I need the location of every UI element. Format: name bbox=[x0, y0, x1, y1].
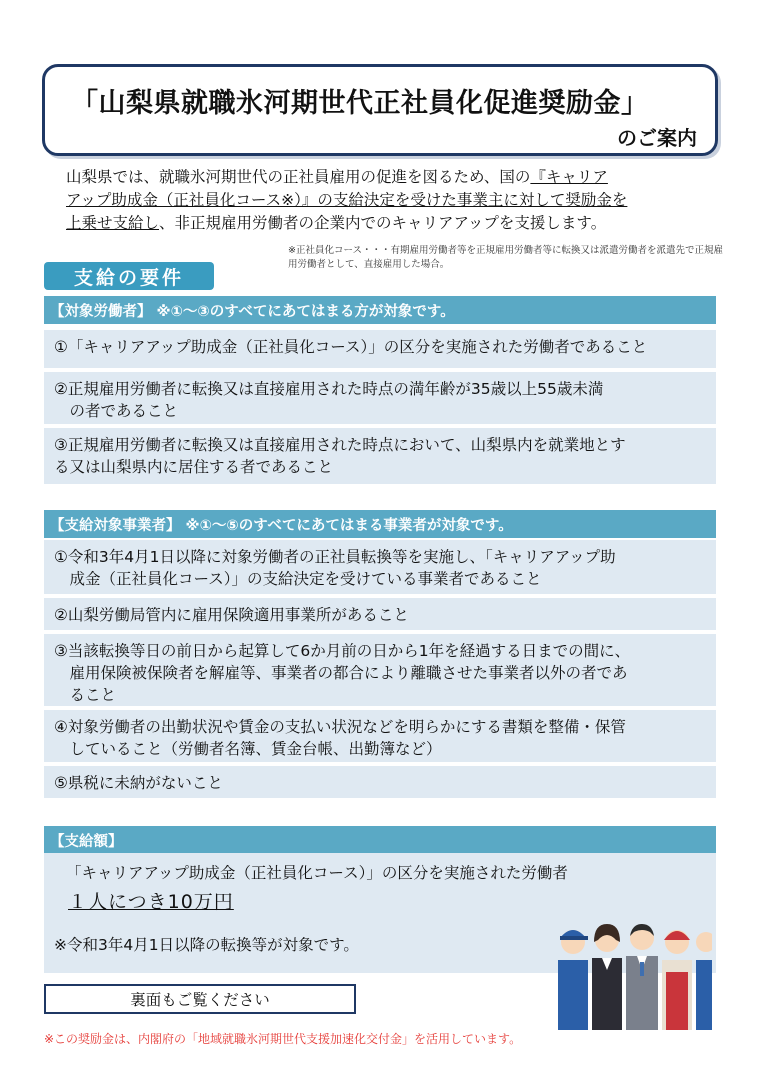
page-title: 「山梨県就職氷河期世代正社員化促進奨励金」 bbox=[71, 88, 649, 119]
bottom-note: ※この奨励金は、内閣府の「地域就職氷河期世代支援加速化交付金」を活用しています。 bbox=[44, 1032, 522, 1046]
worker-item-2: ②正規雇用労働者に転換又は直接雇用された時点の満年齢が35歳以上55歳未満 の者であること bbox=[44, 372, 716, 424]
employer-item-2: ②山梨労働局管内に雇用保険適用事業所があること bbox=[44, 598, 716, 630]
intro-line2: アップ助成金（正社員化コース※）』の支給決定を受けた事業主に対して奨励金を bbox=[66, 191, 628, 209]
employer-item-5: ⑤県税に未納がないこと bbox=[44, 766, 716, 798]
worker-figure-2 bbox=[592, 924, 622, 1030]
amount-line1: 「キャリアアップ助成金（正社員化コース）」の区分を実施された労働者 bbox=[66, 864, 568, 882]
requirements-tab: 支給の要件 bbox=[44, 262, 214, 290]
employers-section-header: 【支給対象事業者】 ※①～⑤のすべてにあてはまる事業者が対象です。 bbox=[44, 510, 716, 538]
intro-line1a: 山梨県では、就職氷河期世代の正社員雇用の促進を図るため、国の bbox=[66, 168, 531, 186]
workers-section-header: 【対象労働者】 ※①～③のすべてにあてはまる方が対象です。 bbox=[44, 296, 716, 324]
workers-group-icon bbox=[552, 910, 712, 1030]
worker-figure-5 bbox=[696, 932, 712, 1030]
amount-note: ※令和3年4月1日以降の転換等が対象です。 bbox=[54, 936, 359, 954]
page-subtitle: のご案内 bbox=[617, 126, 697, 150]
employer-item-4: ④対象労働者の出勤状況や賃金の支払い状況などを明らかにする書類を整備・保管 していること（労働者名簿、賃金台帳、出勤簿など） bbox=[44, 710, 716, 762]
amount-section-header: 【支給額】 bbox=[44, 826, 716, 854]
see-back-side-button[interactable]: 裏面もご覧ください bbox=[44, 984, 356, 1014]
intro-line3b: 、非正規雇用労働者の企業内でのキャリアアップを支援します。 bbox=[159, 214, 607, 232]
intro-line1b: 『キャリア bbox=[530, 168, 608, 186]
worker-figure-4 bbox=[662, 930, 692, 1030]
intro-text bbox=[66, 166, 706, 235]
amount-value: １人につき10万円 bbox=[68, 891, 234, 913]
employer-item-1: ①令和3年4月1日以降に対象労働者の正社員転換等を実施し、「キャリアアップ助 成金（正社員化コース）」の支給決定を受けている事業者であること bbox=[44, 540, 716, 594]
title-box bbox=[42, 64, 718, 156]
employer-item-3: ③当該転換等日の前日から起算して6か月前の日から1年を経過する日までの間に、 雇用保険被保険者を解雇等、事業者の都合により離職させた事業者以外の者であ ること bbox=[44, 634, 716, 706]
intro-line3a: 上乗せ支給し bbox=[66, 214, 160, 232]
worker-figure-1 bbox=[558, 930, 588, 1030]
worker-item-1: ①「キャリアアップ助成金（正社員化コース）」の区分を実施された労働者であること bbox=[44, 330, 716, 368]
worker-item-3: ③正規雇用労働者に転換又は直接雇用された時点において、山梨県内を就業地とす る又は山梨県内に居住する者であること bbox=[44, 428, 716, 484]
worker-figure-3 bbox=[626, 924, 658, 1030]
footnote: ※正社員化コース・・・有期雇用労働者等を正規雇用労働者等に転換又は派遣労働者を派遣先で正規雇用労働者として、直接雇用した場合。 bbox=[288, 245, 723, 270]
